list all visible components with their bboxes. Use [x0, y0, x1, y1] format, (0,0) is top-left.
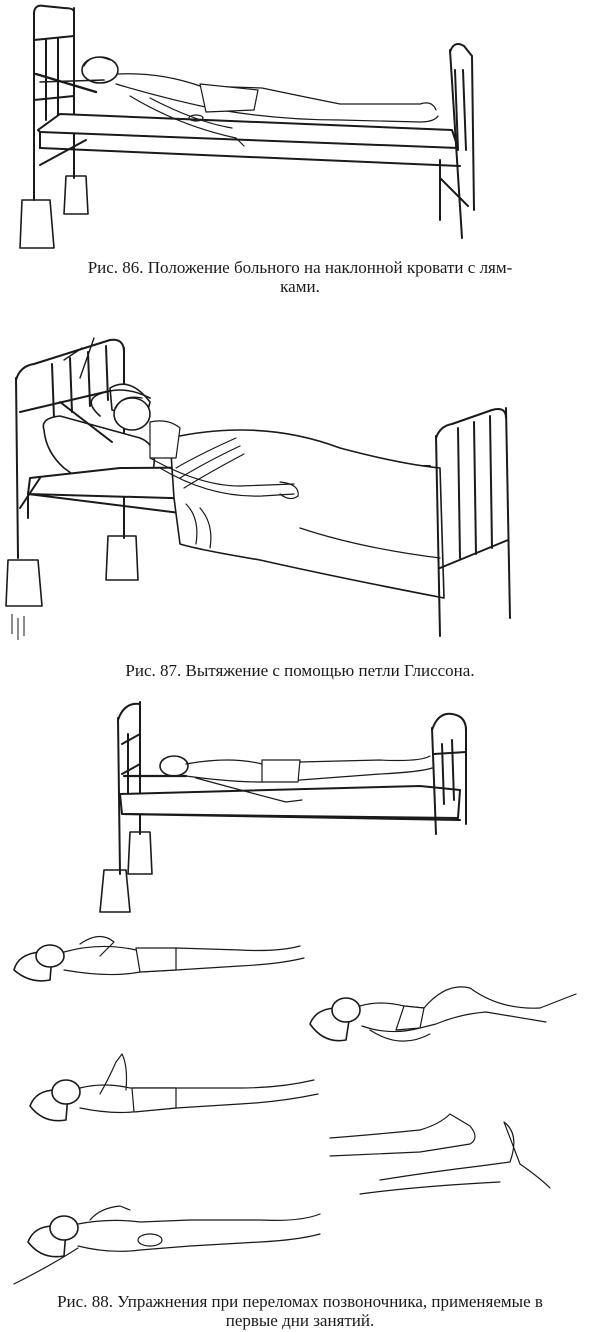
bed-footboard — [436, 408, 510, 636]
bed-frame — [120, 786, 460, 820]
exercise-figure-3 — [30, 1054, 318, 1121]
figure-86-caption-line2: ками. — [280, 277, 320, 296]
blanket — [170, 430, 444, 598]
figure-88-caption-line1: Рис. 88. Упражнения при переломах позвоночника, применяемые в — [57, 1292, 543, 1311]
bed-headboard — [34, 6, 74, 200]
bed-block-front — [20, 200, 54, 248]
bed-block-front — [6, 560, 42, 606]
figure-87-caption-line1: Рис. 87. Вытяжение с помощью петли Глиссона. — [125, 661, 475, 680]
figure-88-caption — [0, 1292, 600, 1330]
bed-block-front — [100, 870, 130, 912]
exercise-figure-2 — [310, 987, 576, 1041]
bed-frame — [38, 114, 468, 220]
figure-86-caption-line1: Рис. 86. Положение больного на наклонной кровати с лям- — [87, 258, 513, 277]
bed-block-back — [64, 176, 88, 214]
figure-88-illustration — [0, 694, 600, 1294]
figure-86-caption — [0, 258, 600, 296]
exercise-figure-5 — [14, 1206, 320, 1284]
exercise-figure-1 — [14, 936, 304, 980]
bed-block-back — [106, 536, 138, 580]
figure-87-caption — [0, 661, 600, 680]
exercise-figure-4 — [330, 1114, 550, 1194]
figure-86-illustration — [0, 0, 600, 255]
bed-block-back — [128, 832, 152, 874]
figure-88-caption-line2: первые дни занятий. — [225, 1311, 375, 1330]
figure-87-illustration — [0, 318, 600, 650]
